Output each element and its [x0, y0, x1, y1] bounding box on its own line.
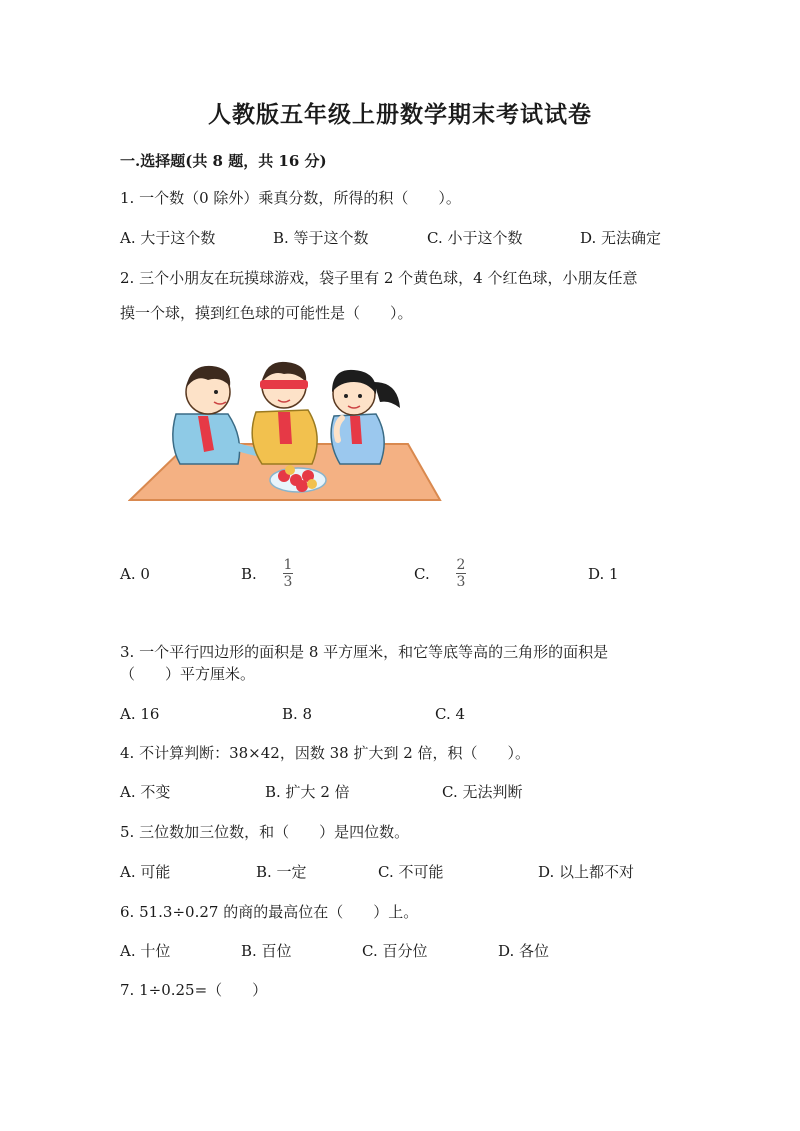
children-game-illustration [128, 352, 442, 508]
q4-option-b[interactable]: B. 扩大 2 倍 [265, 783, 350, 801]
question-1: 1. 一个数（0 除外）乘真分数，所得的积（ ）。 [120, 189, 461, 207]
q6-option-d[interactable]: D. 各位 [498, 942, 550, 960]
q6-option-c[interactable]: C. 百分位 [362, 942, 428, 960]
question-3-line-1: 3. 一个平行四边形的面积是 8 平方厘米，和它等底等高的三角形的面积是 [120, 643, 609, 661]
question-3-line-2: （ ）平方厘米。 [120, 665, 256, 683]
q5-option-b[interactable]: B. 一定 [256, 863, 307, 881]
exam-title: 人教版五年级上册数学期末考试试卷 [208, 101, 592, 128]
question-2-line-2: 摸一个球，摸到红色球的可能性是（ ）。 [120, 304, 413, 322]
question-7: 7. 1÷0.25=（ ） [120, 981, 268, 999]
q2-option-b[interactable]: B. [241, 565, 257, 583]
q2-option-c-fraction [453, 558, 469, 589]
fraction-numerator: 2 [456, 557, 466, 573]
fraction-denominator: 3 [283, 574, 293, 590]
q1-option-b[interactable]: B. 等于这个数 [273, 229, 369, 247]
fraction-denominator: 3 [456, 574, 466, 590]
q2-option-c[interactable]: C. [414, 565, 430, 583]
q1-option-c[interactable]: C. 小于这个数 [427, 229, 523, 247]
q2-option-b-fraction [280, 558, 296, 589]
q3-option-b[interactable]: B. 8 [282, 705, 313, 723]
q3-option-a[interactable]: A. 16 [120, 705, 160, 723]
q2-option-d[interactable]: D. 1 [588, 565, 619, 583]
q1-option-a[interactable]: A. 大于这个数 [120, 229, 216, 247]
middle-child-figure [252, 362, 317, 464]
section-heading: 一.选择题(共 8 题，共 16 分) [120, 152, 327, 170]
q5-option-c[interactable]: C. 不可能 [378, 863, 444, 881]
q5-option-d[interactable]: D. 以上都不对 [538, 863, 635, 881]
q3-option-c[interactable]: C. 4 [435, 705, 466, 723]
q4-option-a[interactable]: A. 不变 [120, 783, 171, 801]
question-4: 4. 不计算判断：38×42，因数 38 扩大到 2 倍，积（ ）。 [120, 744, 531, 762]
fraction-numerator: 1 [283, 557, 293, 573]
q6-option-b[interactable]: B. 百位 [241, 942, 292, 960]
q1-option-d[interactable]: D. 无法确定 [580, 229, 662, 247]
q6-option-a[interactable]: A. 十位 [120, 942, 171, 960]
q4-option-c[interactable]: C. 无法判断 [442, 783, 523, 801]
question-2-line-1: 2. 三个小朋友在玩摸球游戏，袋子里有 2 个黄色球，4 个红色球，小朋友任意 [120, 269, 638, 287]
q2-option-a[interactable]: A. 0 [120, 565, 150, 583]
question-6: 6. 51.3÷0.27 的商的最高位在（ ）上。 [120, 903, 419, 921]
question-5: 5. 三位数加三位数，和（ ）是四位数。 [120, 823, 410, 841]
q5-option-a[interactable]: A. 可能 [120, 863, 171, 881]
